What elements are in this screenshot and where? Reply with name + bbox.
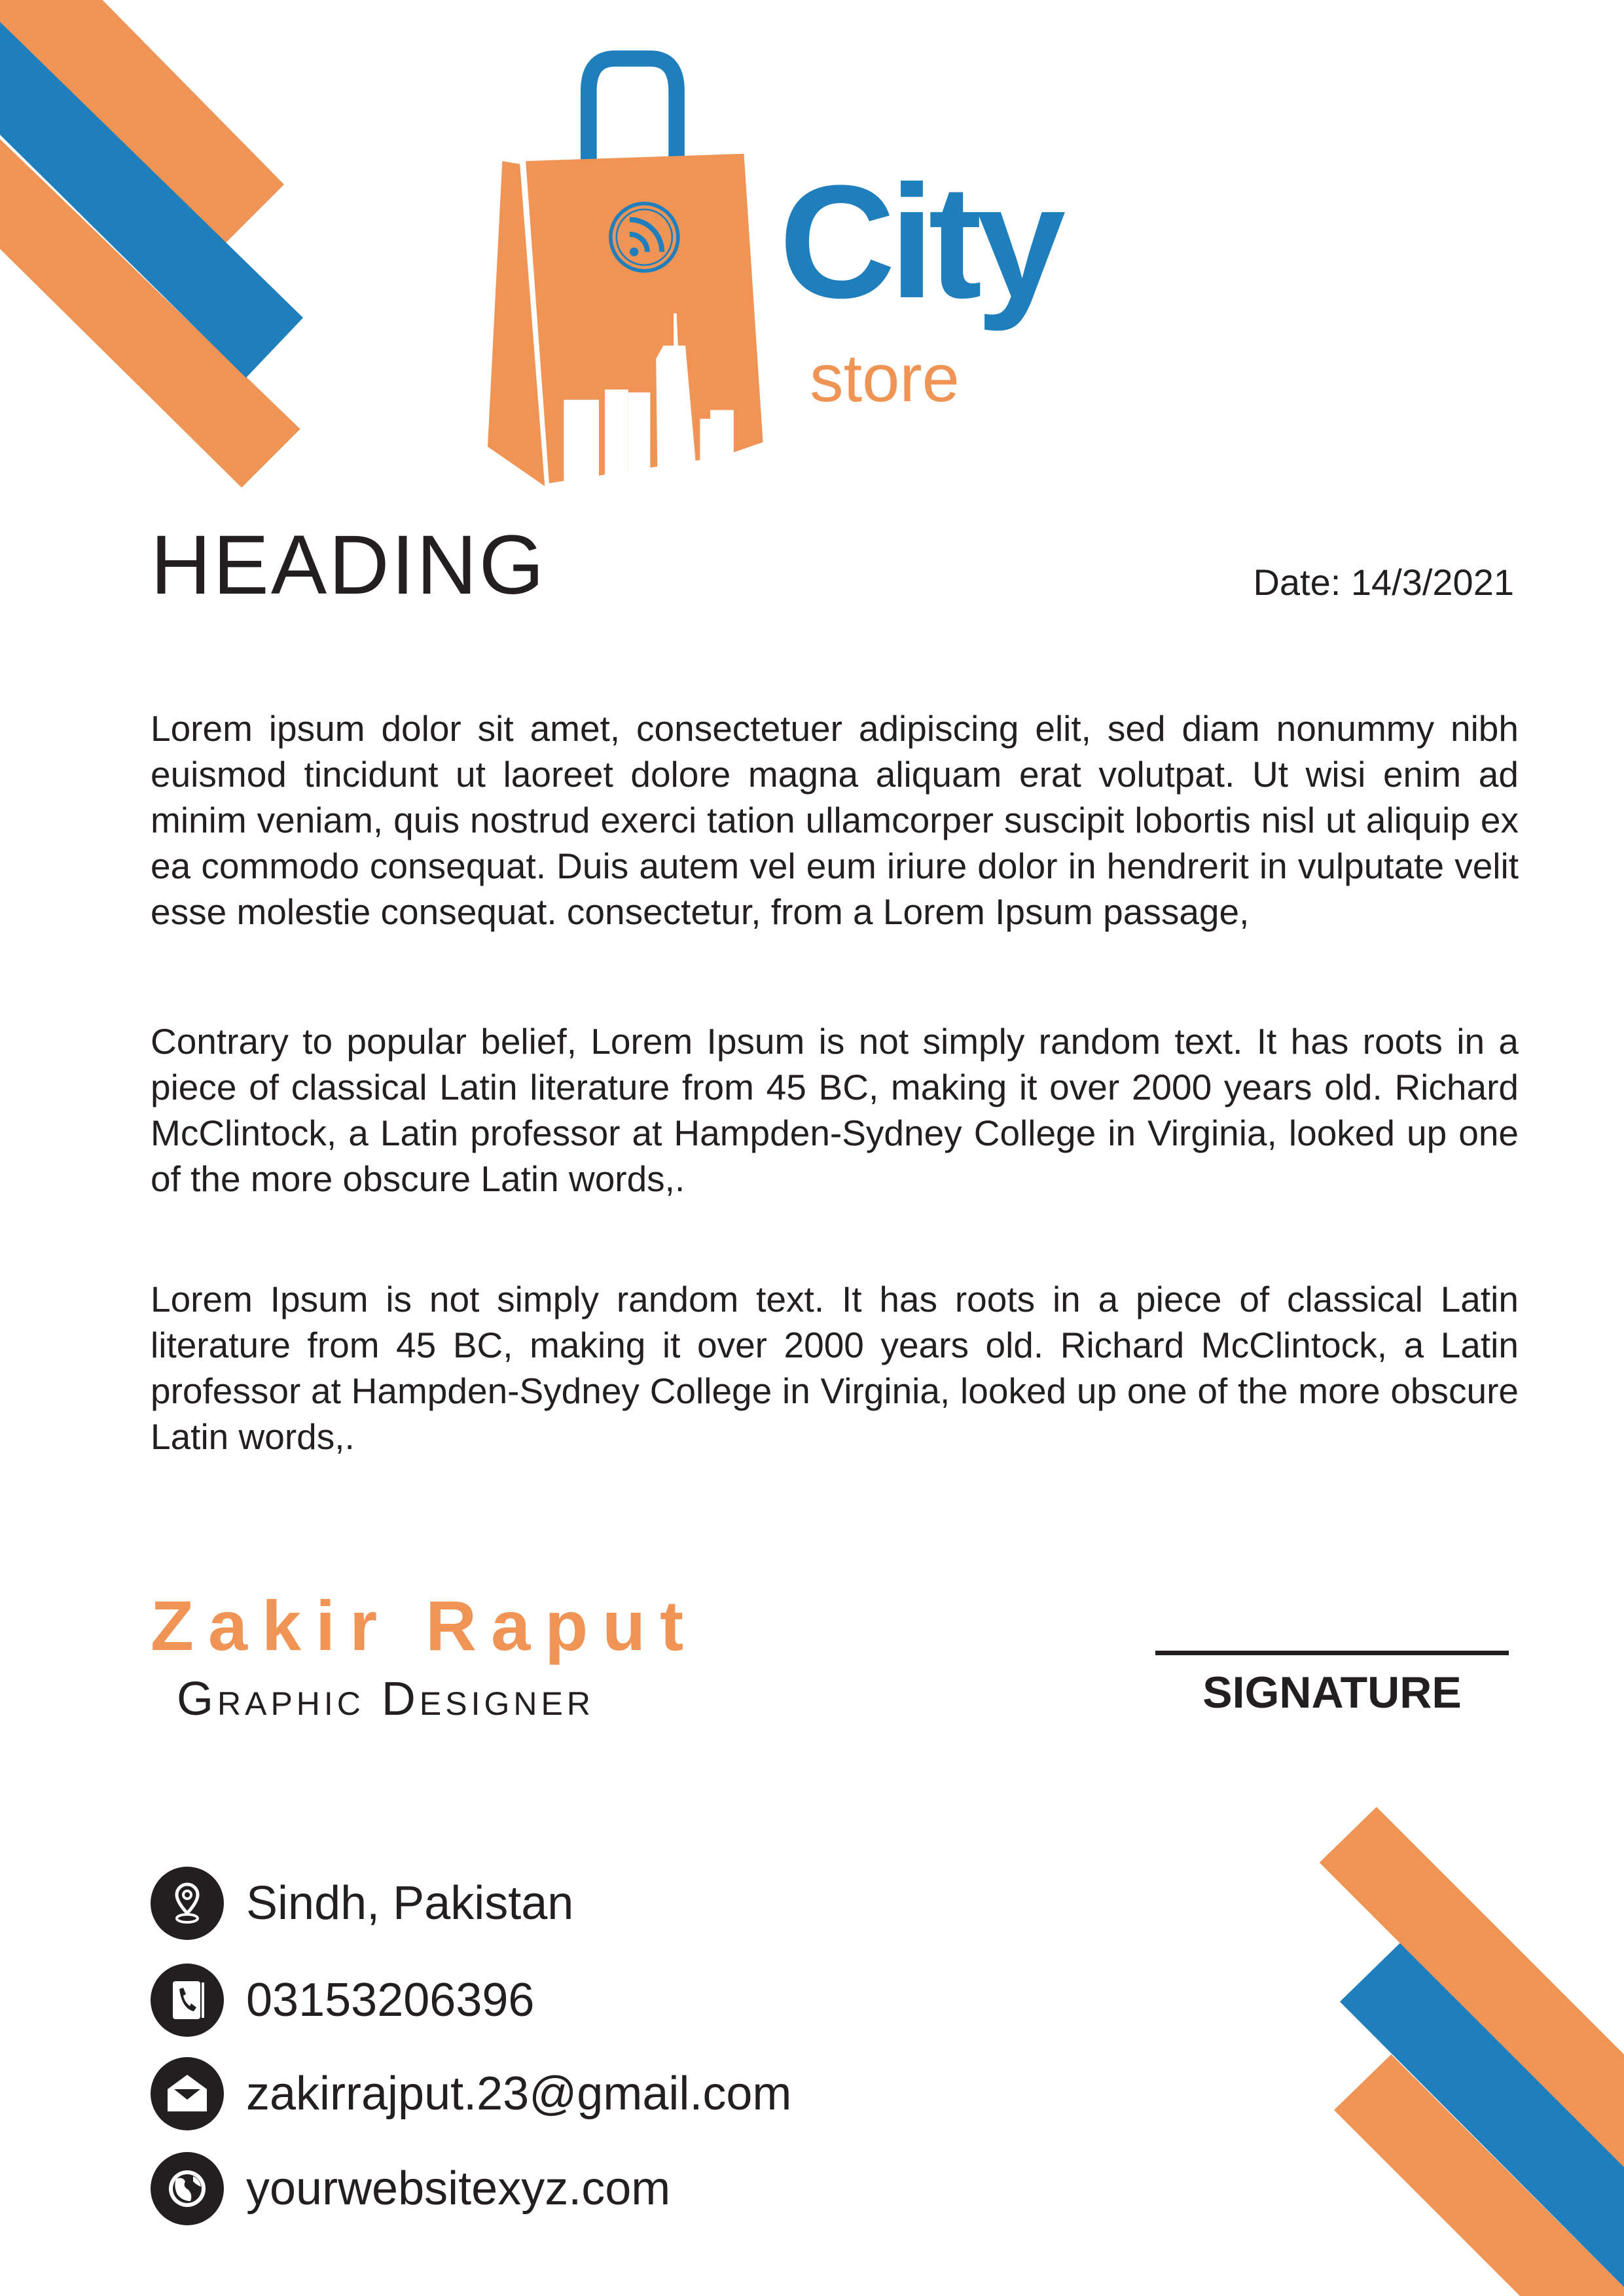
- contact-email: [151, 2057, 791, 2130]
- contact-website: [151, 2152, 670, 2225]
- sender-title: Graphic Designer: [177, 1673, 594, 1725]
- signature-label: SIGNATURE: [1202, 1668, 1462, 1717]
- body-paragraph: Lorem Ipsum is not simply random text. It has roots in a piece of classical Latin literature from 45 BC, making it over 2000 years old. Richard McClintock, a Latin professor at Hampden-Sydney College in Virginia, looked up one of the more obscure Latin words,.: [151, 1279, 1519, 1457]
- logo-brand-main: City: [779, 152, 1060, 332]
- phone-icon: [151, 1964, 224, 2037]
- letter-date: Date: 14/3/2021: [1253, 562, 1514, 603]
- contact-location: [151, 1867, 573, 1940]
- bag-handle: [588, 58, 676, 161]
- envelope-icon: [151, 2057, 224, 2130]
- page-heading: HEADING: [151, 518, 547, 612]
- contact-location-text: Sindh, Pakistan: [246, 1877, 574, 1929]
- body-paragraph: Lorem ipsum dolor sit amet, consectetuer adipiscing elit, sed diam nonummy nibh euismod tincidunt ut laoreet dolore magna aliquam erat volutpat. Ut wisi enim ad minim veniam, quis nostrud exerci tation ullamcorper suscipit lobortis nisl ut aliquip ex ea commodo consequat. Duis autem vel eum iriure dolor in hendrerit in vulputate velit esse molestie consequat. consectetur, from a Lorem Ipsum passage,: [151, 708, 1519, 932]
- contact-email-text[interactable]: zakirrajput.23@gmail.com: [246, 2068, 792, 2120]
- sender-name: Zakir Raput: [151, 1586, 698, 1665]
- contact-phone: [151, 1964, 534, 2037]
- signature-line: [1155, 1651, 1509, 1655]
- body-paragraph: Contrary to popular belief, Lorem Ipsum is not simply random text. It has roots in a piece of classical Latin literature from 45 BC, making it over 2000 years old. Richard McClintock, a Latin professor at Hampden-Sydney College in Virginia, looked up one of the more obscure Latin words,.: [151, 1021, 1519, 1199]
- city-store-logo: [488, 58, 1065, 488]
- contact-website-text[interactable]: yourwebsitexyz.com: [246, 2162, 671, 2215]
- globe-icon: [151, 2152, 224, 2225]
- logo-brand-sub: store: [810, 340, 960, 416]
- contact-phone-text: 03153206396: [246, 1974, 535, 2026]
- location-pin-icon: [151, 1867, 224, 1940]
